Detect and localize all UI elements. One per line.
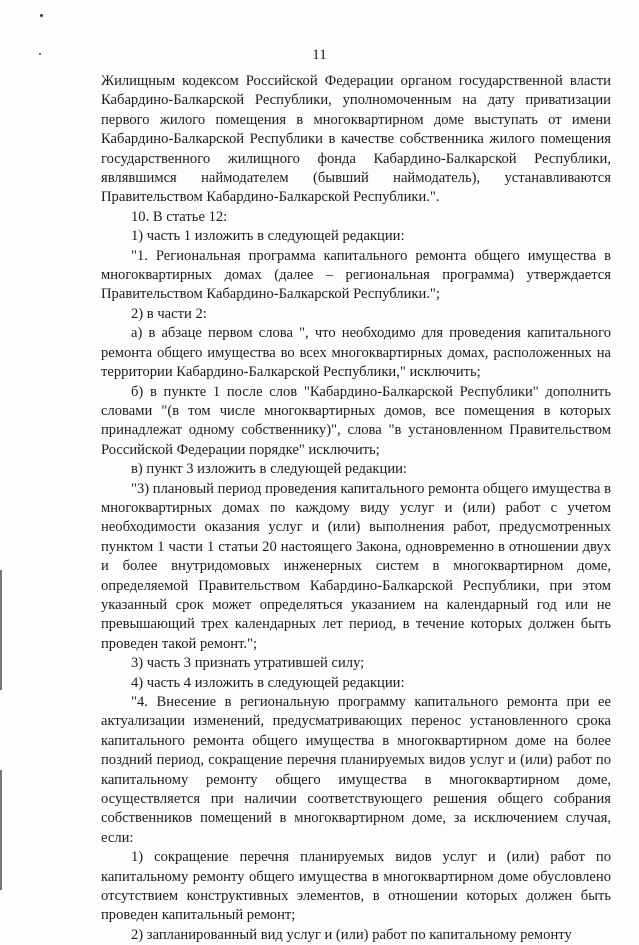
paragraph: 1) сокращение перечня планируемых видов услуг и (или) работ по капитальному ремонту общего имущества в многоквартирном доме обусловлено отсутствием конструктивных элементов, в отношении которых должен быть проведен капитальный ремонт; [101,849,611,924]
page-number: 11 [312,47,327,63]
paragraph: 2) запланированный вид услуг и (или) работ по капитальному ремонту [131,926,572,943]
paragraph: 2) в части 2: [131,305,207,322]
document-body [101,72,611,945]
paragraph: 1) часть 1 изложить в следующей редакции: [131,228,405,245]
scan-edge-shadow [0,570,2,690]
paragraph: 10. В статье 12: [131,208,228,225]
paragraph: "1. Региональная программа капитального ремонта общего имущества в многоквартирных домах (далее – региональная программа) утверждается Правительством Кабардино-Балкарской Республики."; [101,247,611,303]
paragraph: "4. Внесение в региональную программу капитального ремонта при ее актуализации изменений, предусматривающих перенос установленного срока капитального ремонта общего имущества в многоквартирном доме на более поздний период, сокращение перечня планируемых видов услуг и (или) работ по капитальному ремонту общего имущества в многоквартирном доме, осуществляется при наличии соответствующего решения общего собрания собственников помещений в многоквартирном доме, за исключением случая, если: [101,694,611,846]
paragraph: в) пункт 3 изложить в следующей редакции: [131,461,407,478]
scan-speck [40,14,43,17]
scan-edge-shadow [0,770,2,890]
paragraph: "3) плановый период проведения капитального ремонта общего имущества в многоквартирных домах по каждому виду услуг и (или) работ с учетом необходимости оказания услуг и (или) выполнения работ, предусмотренных пунктом 1 части 1 статьи 20 настоящего Закона, одновременно в отношении двух и более внутридомовых инженерных систем в многоквартирном доме, определяемой Правительством Кабардино-Балкарской Республики, при этом указанный срок может определяться указанием на календарный год или не превышающий трех календарных лет период, в течение которых должен быть проведен такой ремонт."; [101,480,611,652]
paragraph: а) в абзаце первом слова ", что необходимо для проведения капитального ремонта общего имущества во всех многоквартирных домах, расположенных на территории Кабардино-Балкарской Республики," исключить; [101,325,611,381]
paragraph: Жилищным кодексом Российской Федерации органом государственной власти Кабардино-Балкарской Республики, уполномоченным на дату приватизации первого жилого помещения в многоквартирном доме выступать от имени Кабардино-Балкарской Республики в качестве собственника жилого помещения государственного жилищного фонда Кабардино-Балкарской Республики, являвшимся наймодателем (бывший наймодатель), устанавливаются Правительством Кабардино-Балкарской Республики.". [101,73,611,206]
paragraph: б) в пункте 1 после слов "Кабардино-Балкарской Республики" дополнить словами "(в том числе многоквартирных домов, все помещения в которых принадлежат одному собственнику)", слова "в установленном Правительством Российской Федерации порядке" исключить; [101,383,611,458]
paragraph: 3) часть 3 признать утратившей силу; [131,655,365,672]
paragraph: 4) часть 4 изложить в следующей редакции: [131,674,405,691]
